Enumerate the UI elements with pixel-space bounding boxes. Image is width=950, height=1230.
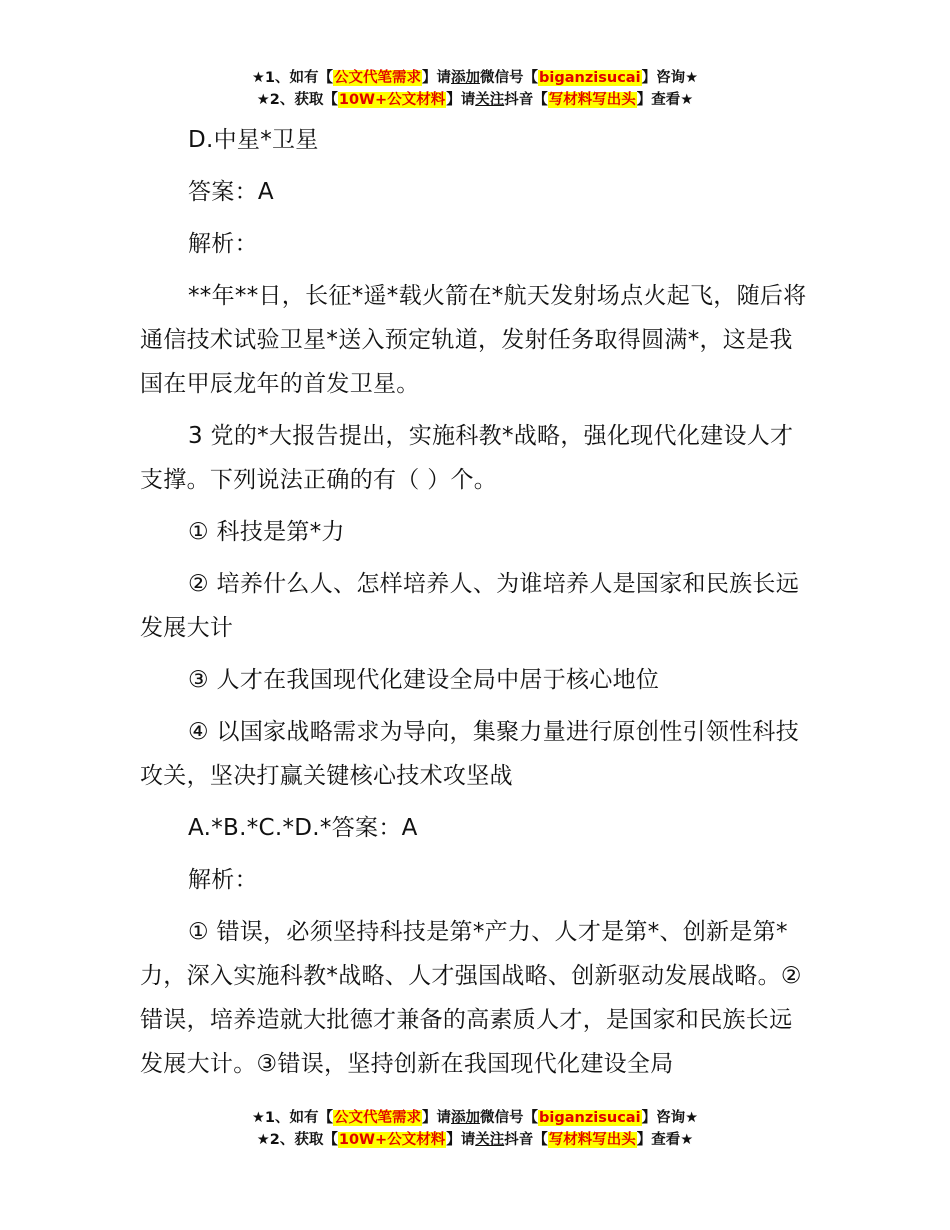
footer-line2-prefix: ★2、获取【 (256, 1132, 338, 1148)
footer-line1-mid2: 微信号【 (480, 1110, 539, 1126)
document-body (140, 118, 812, 1094)
header-line2-prefix: ★2、获取【 (256, 92, 338, 108)
footer-banner-line-1 (0, 1107, 950, 1129)
header-banner-line-2 (0, 89, 950, 111)
header-line2-mid1: 】请 (446, 92, 476, 108)
footer-line2-highlight-materials: 10W+公文材料 (338, 1132, 446, 1148)
footer-line1-underline: 添加 (451, 1110, 481, 1126)
footer-line1-highlight-service: 公文代笔需求 (334, 1110, 422, 1126)
header-line1-highlight-service: 公文代笔需求 (334, 70, 422, 86)
header-line1-mid1: 】请 (422, 70, 452, 86)
footer-banner (0, 1107, 950, 1151)
footer-line2-mid1: 】请 (446, 1132, 476, 1148)
header-line2-highlight-materials: 10W+公文材料 (338, 92, 446, 108)
option-d: D.中星*卫星 (188, 127, 319, 153)
analysis-text-1: **年**日，长征*遥*载火箭在*航天发射场点火起飞，随后将通信技术试验卫星*送入预定轨道，发射任务取得圆满*，这是我国在甲辰龙年的首发卫星。 (140, 283, 807, 397)
header-line2-mid2: 抖音【 (504, 92, 548, 108)
header-line1-suffix: 】咨询★ (641, 70, 699, 86)
header-line2-suffix: 】查看★ (636, 92, 694, 108)
header-banner-line-1 (0, 67, 950, 89)
footer-banner-line-2 (0, 1129, 950, 1151)
header-line1-underline: 添加 (451, 70, 481, 86)
footer-line1-suffix: 】咨询★ (641, 1110, 699, 1126)
footer-line1-prefix: ★1、如有【 (251, 1110, 334, 1126)
header-line1-highlight-wechat: biganzisucai (539, 70, 641, 86)
analysis-label-1: 解析： (188, 231, 258, 257)
header-banner (0, 67, 950, 111)
answer-1: 答案：A (188, 179, 274, 205)
footer-line2-underline: 关注 (475, 1132, 505, 1148)
footer-line1-mid1: 】请 (422, 1110, 452, 1126)
header-line2-highlight-douyin: 写材料写出头 (548, 92, 636, 108)
footer-line2-suffix: 】查看★ (636, 1132, 694, 1148)
statement-3: ③ 人才在我国现代化建设全局中居于核心地位 (188, 667, 660, 693)
analysis-text-2: ① 错误，必须坚持科技是第*产力、人才是第*、创新是第*力，深入实施科教*战略、人才强国战略、创新驱动发展战略。②错误，培养造就大批德才兼备的高素质人才，是国家和民族长远发展大计。③错误，坚持创新在我国现代化建设全局 (140, 919, 802, 1077)
header-line2-underline: 关注 (475, 92, 505, 108)
statement-4: ④ 以国家战略需求为导向，集聚力量进行原创性引领性科技攻关，坚决打赢关键核心技术攻坚战 (140, 719, 800, 789)
footer-line2-mid2: 抖音【 (504, 1132, 548, 1148)
footer-line2-highlight-douyin: 写材料写出头 (548, 1132, 636, 1148)
statement-2: ② 培养什么人、怎样培养人、为谁培养人是国家和民族长远发展大计 (140, 571, 800, 641)
footer-line1-highlight-wechat: biganzisucai (539, 1110, 641, 1126)
header-line1-mid2: 微信号【 (480, 70, 539, 86)
analysis-label-2: 解析： (188, 867, 258, 893)
question-3: 3 党的*大报告提出，实施科教*战略，强化现代化建设人才支撑。下列说法正确的有（ ）个。 (140, 423, 794, 493)
header-line1-prefix: ★1、如有【 (251, 70, 334, 86)
statement-1: ① 科技是第*力 (188, 519, 345, 545)
options-and-answer-3: A.*B.*C.*D.*答案：A (188, 815, 418, 841)
